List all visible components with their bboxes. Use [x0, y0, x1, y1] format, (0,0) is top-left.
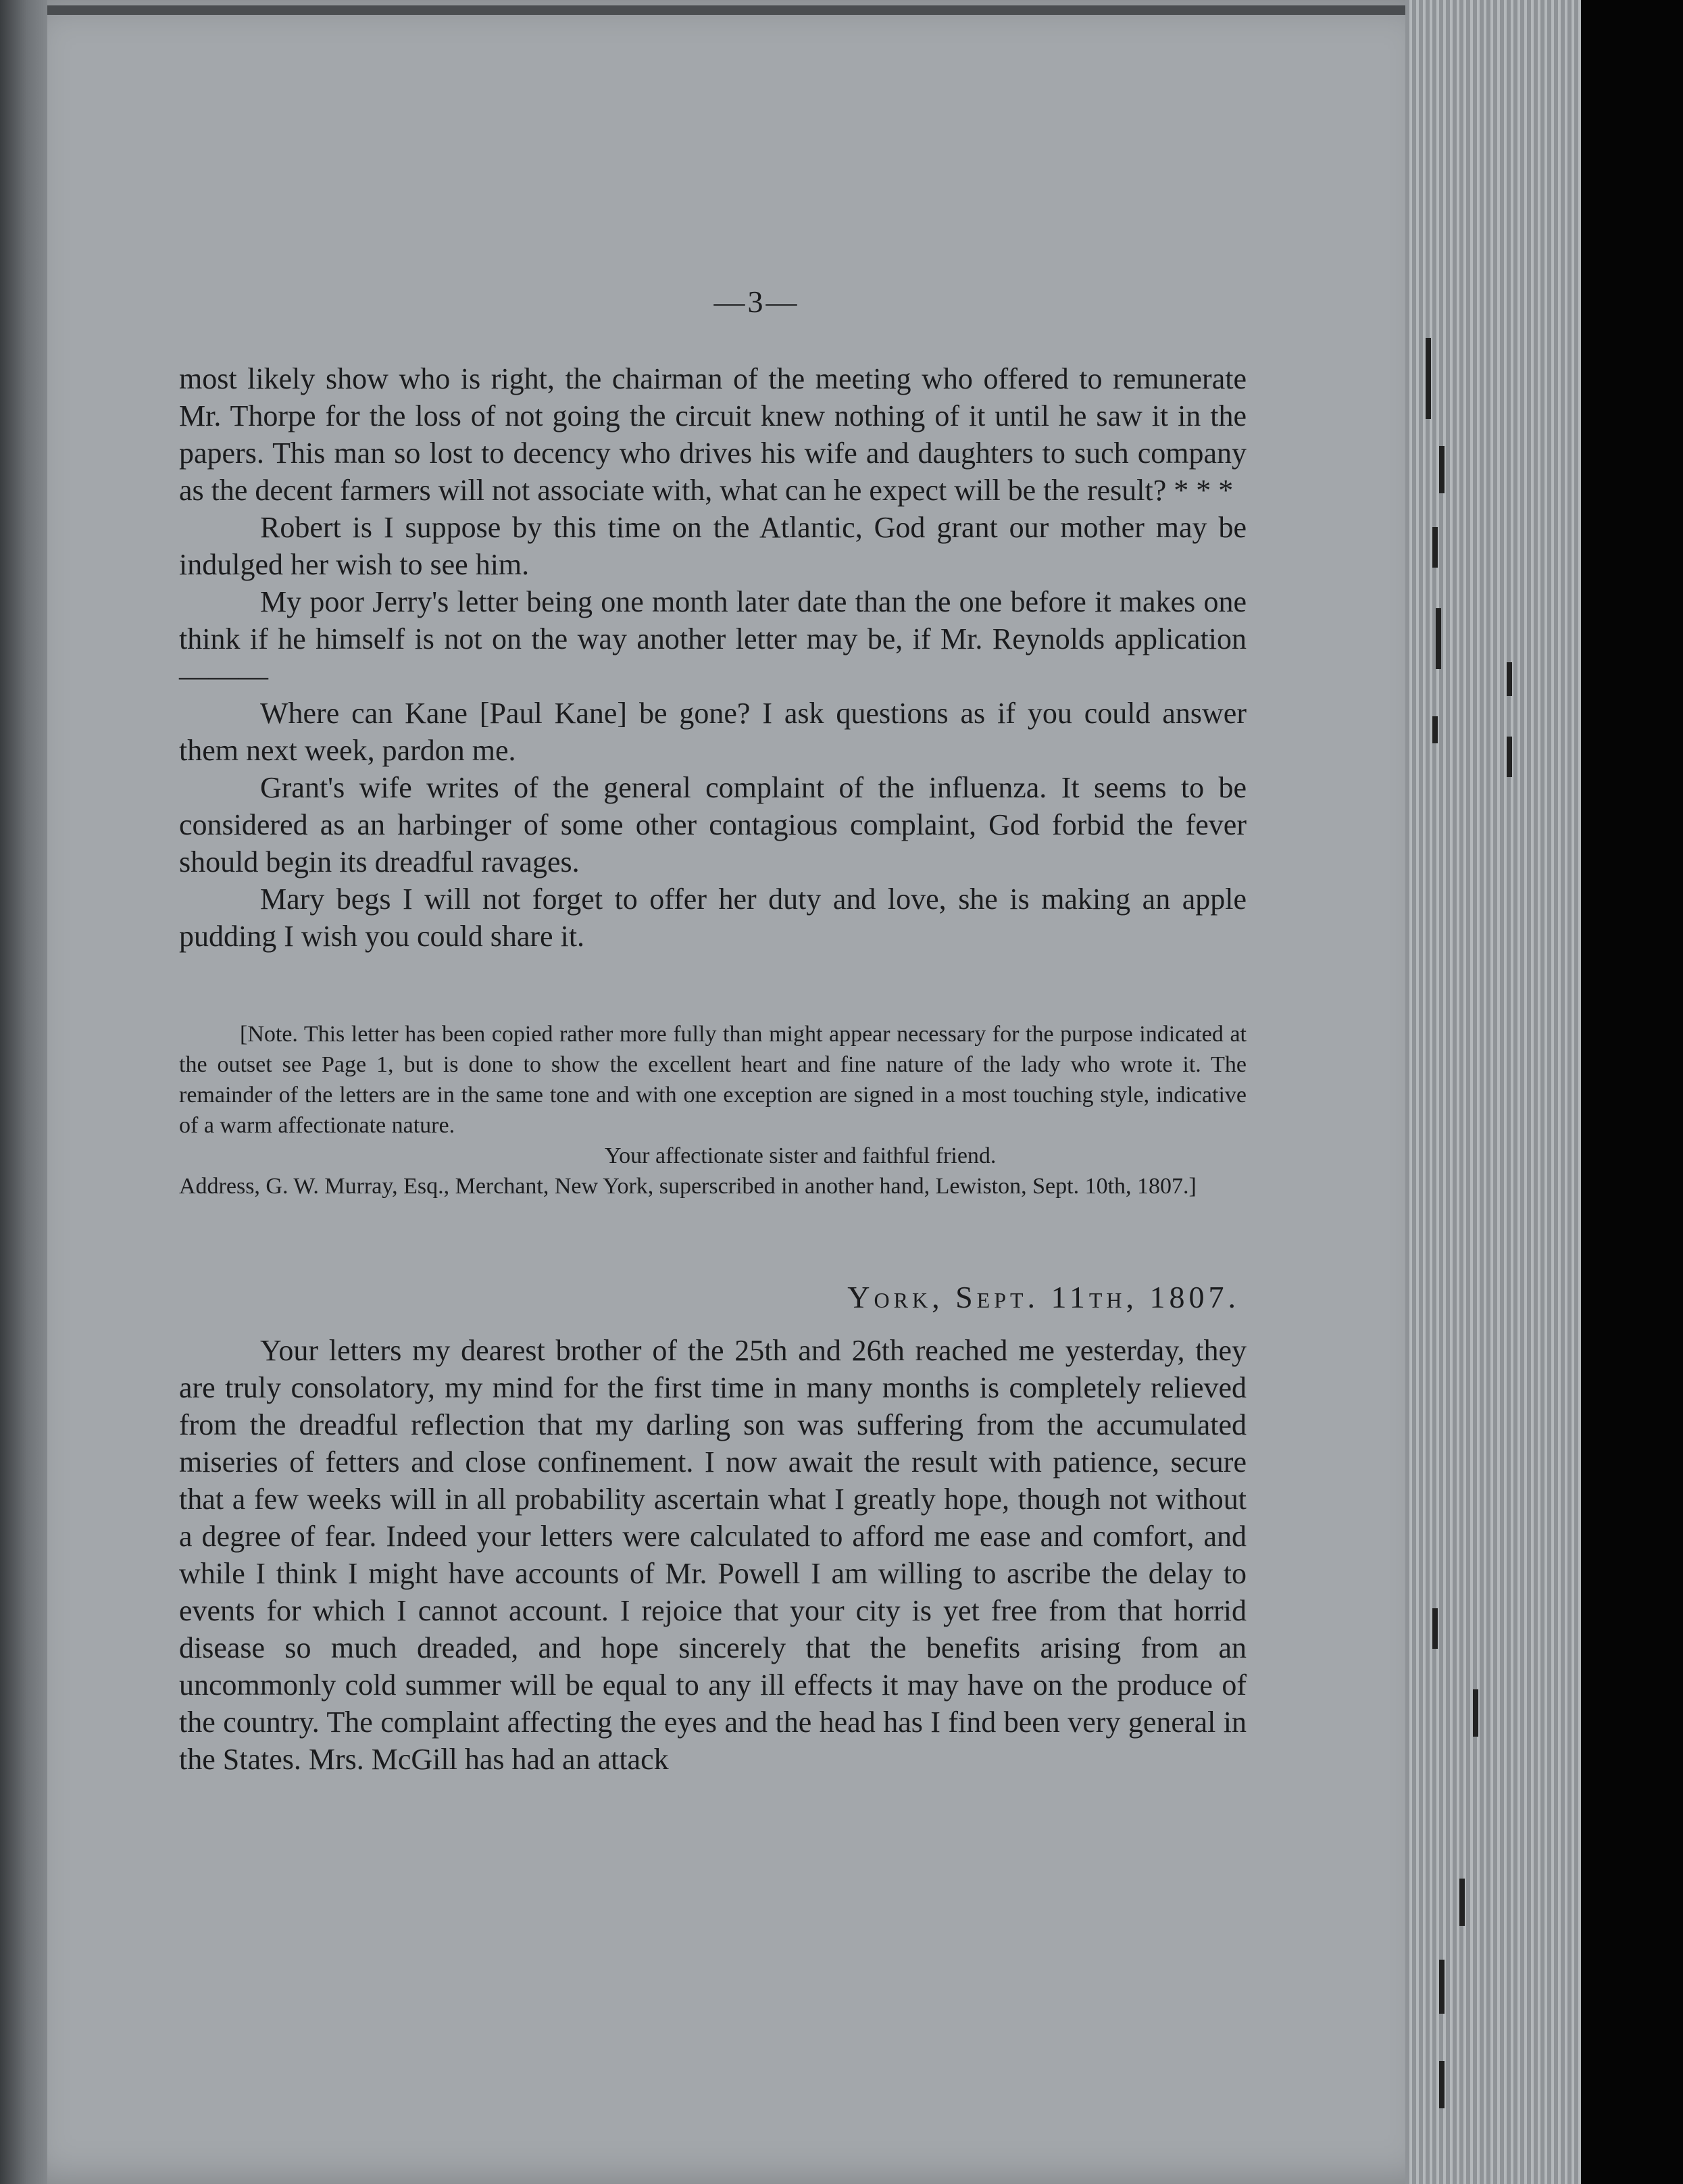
letter-continuation	[179, 360, 1247, 955]
stack-mark	[1473, 1689, 1478, 1737]
page-stack-edge	[1405, 0, 1581, 2184]
page-text	[179, 284, 1247, 1778]
paragraph: Your letters my dearest brother of the 25th and 26th reached me yesterday, they are truly consolatory, my mind for the first time in many months is completely relieved from the dreadful reflection that my darling son was suffering from the accumulated miseries of fetters and close confinement. I now await the result with patience, secure that a few weeks will in all probability ascertain what I greatly hope, though not without a degree of fear. Indeed your letters were calculated to afford me ease and comfort, and while I think I might have accounts of Mr. Powell I am willing to ascribe the delay to events for which I cannot account. I rejoice that your city is yet free from that horrid disease so much dreaded, and hope sincerely that the benefits arising from an uncommonly cold summer will be equal to any ill effects it may have on the produce of the country. The complaint affecting the eyes and the head has I find been very general in the States. Mrs. McGill has had an attack	[179, 1334, 1247, 1776]
note-address: Address, G. W. Murray, Esq., Merchant, New York, superscribed in another hand, Lewiston, Sept. 10th, 1807.]	[179, 1174, 1197, 1199]
page-number: —3—	[713, 284, 800, 319]
stack-mark	[1432, 1608, 1438, 1649]
stack-mark	[1439, 446, 1445, 493]
scan-right-shadow	[1581, 0, 1683, 2184]
paragraph: Robert is I suppose by this time on the Atlantic, God grant our mother may be indulged her wish to see him.	[179, 511, 1247, 581]
stack-mark	[1439, 1960, 1445, 2014]
stack-mark	[1436, 608, 1441, 669]
note-text: [Note. This letter has been copied rather more fully than might appear necessary for the purpose indicated at the outset see Page 1, but is done to show the excellent heart and fine nature of the lady who wrote it. The remainder of the letters are in the same tone and with one exception are signed in a most touching style, indicative of a warm affectionate nature.	[179, 1022, 1247, 1138]
stack-mark	[1459, 1879, 1465, 1926]
note-closing: Your affectionate sister and faithful friend.	[605, 1143, 997, 1168]
stack-mark	[1432, 716, 1438, 743]
paragraph: Where can Kane [Paul Kane] be gone? I ask questions as if you could answer them next week, pardon me.	[179, 697, 1247, 767]
stack-mark	[1507, 662, 1512, 696]
stack-mark	[1507, 737, 1512, 777]
editor-note	[179, 1019, 1247, 1201]
paragraph: Mary begs I will not forget to offer her duty and love, she is making an apple pudding I wish you could share it.	[179, 883, 1247, 953]
stack-mark	[1432, 527, 1438, 568]
stack-mark	[1426, 338, 1431, 419]
letter-body	[179, 1332, 1247, 1778]
paragraph: Grant's wife writes of the general complaint of the influenza. It seems to be considered as an harbinger of some other contagious complaint, God forbid the fever should begin its dreadful ravages.	[179, 771, 1247, 878]
paragraph: My poor Jerry's letter being one month later date than the one before it makes one think if he himself is not on the way another letter may be, if Mr. Reynolds application ———	[179, 585, 1247, 693]
paragraph: most likely show who is right, the chairman of the meeting who offered to remunerate Mr. Thorpe for the loss of not going the circuit knew nothing of it until he saw it in the papers. This man so lost to decency who drives his wife and daughters to such company as the decent farmers will not associate with, what can he expect will be the result? * * *	[179, 362, 1247, 507]
stack-mark	[1439, 2061, 1445, 2108]
page-top-edge	[47, 5, 1453, 15]
letter-dateline: York, Sept. 11th, 1807.	[847, 1280, 1240, 1314]
